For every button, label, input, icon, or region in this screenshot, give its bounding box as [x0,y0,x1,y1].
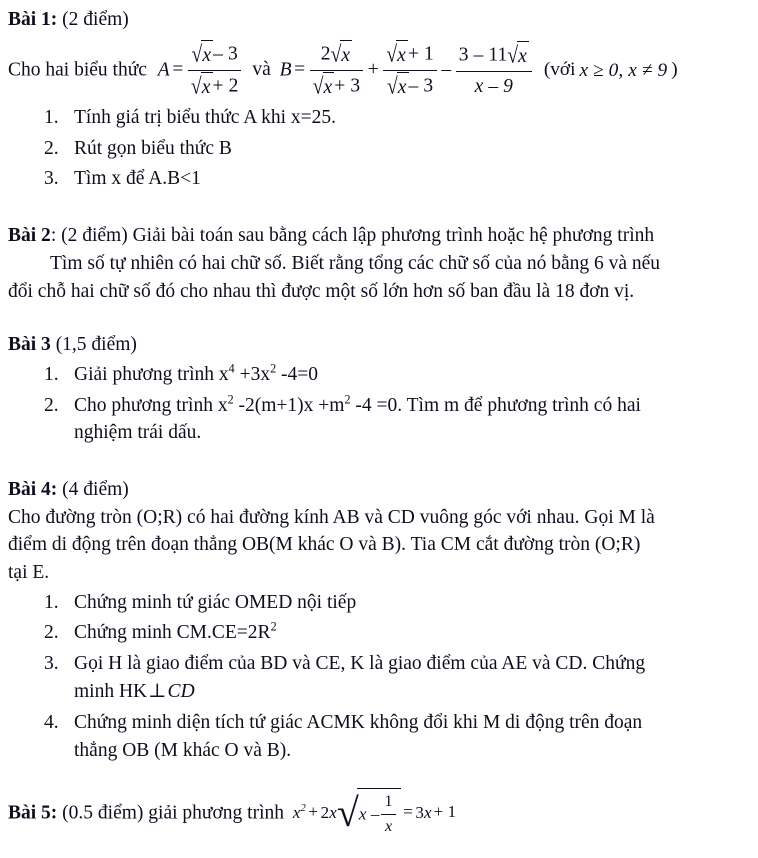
conjunction-va: và [252,59,271,81]
A-numerator [188,40,242,71]
bai-1-item-list [8,104,750,193]
bai-5-points: (0.5 điểm) [62,801,144,823]
B-t1-denominator: √x + 3 [310,70,364,102]
spacer [8,196,750,222]
bai-4-item-3-line2-pre: minh HK [74,680,148,702]
bai-1-item-2: Rút gọn biểu thức B [74,137,232,159]
bai-2-heading [8,222,750,250]
bai-3-item-2-mid: -2(m+1)x +m [233,394,345,416]
bai-4-item-4-line2: thẳng OB (M khác O và B). [74,739,292,761]
list-item [8,650,750,706]
spacer [8,768,750,788]
bai-5-heading-rest: giải phương trình [148,801,284,823]
bai-4-heading [8,476,750,504]
bai-2-body-line-1: Tìm số tự nhiên có hai chữ số. Biết rằng tổng các chữ số của nó bằng 6 và nếu [50,252,661,274]
bai-3-item-2-post: -4 =0. Tìm m để phương trình có hai [350,394,641,416]
bai-1-item-3: Tìm x để A.B<1 [74,168,201,190]
segment-cd-math: CD [167,681,195,703]
bai-4-body-line-1: Cho đường tròn (O;R) có hai đường kính AB và CD vuông góc với nhau. Gọi M là [8,506,655,528]
B-t3-denominator: x – 9 [456,71,532,101]
bai-1-label: Bài 1: [8,9,58,30]
bai-1-condition: (với x ≥ 0, x ≠ 9 ) [544,59,678,80]
bai-3-item-1-mid: +3x [234,363,271,385]
condition-math: x ≥ 0, x ≠ 9 [579,60,668,82]
sqrt-x-icon: √x [507,41,529,71]
exponent: 2 [227,392,234,407]
bai-3-item-1-post: -4=0 [276,363,319,385]
list-item [8,104,750,132]
bai-4-item-3-pre: Gọi H là giao điểm của BD và CE, K là giao điểm của AE và CD. Chứng [74,653,646,675]
list-item [8,709,750,764]
sqrt-x-icon: √x [386,40,408,70]
A-num-tail: – 3 [213,43,238,64]
bai-2-heading-rest: Giải bài toán sau bằng cách lập phương trình hoặc hệ phương trình [132,225,655,247]
A-fraction [186,40,244,102]
exponent: 4 [228,361,235,376]
bai-4-label: Bài 4: [8,478,58,500]
expression-B: B = $\frac{2√x}{√x + 3}$ + $\frac{√x + 1}{√x - 3}$ – $\frac{3 - 11√x}{x - 9}$ [280,40,534,102]
B-symbol: B [279,59,292,81]
bai-1-expression-line [8,40,750,102]
bai-4-item-1: Chứng minh tứ giác OMED nội tiếp [74,591,357,613]
B-t3-numerator: 3 – 11√x [456,41,532,72]
problem-bai-3 [8,331,750,447]
problem-bai-5 [8,788,750,840]
sqrt-icon: √x – $\frac{1}{x}$ [337,788,401,840]
bai-3-label: Bài 3 [8,334,51,356]
list-item [8,165,750,193]
bai-4-item-2-pre: Chứng minh CM.CE=2R [74,622,271,644]
sqrt-x-icon: √x [387,72,409,102]
bai-2-points: (2 điểm) [61,225,128,247]
B-t2-numerator: √x + 1 [383,40,437,71]
A-denominator [188,70,242,102]
bai-4-body-line-2: điểm di động trên đoạn thẳng OB(M khác O và B). Tia CM cắt đường tròn (O;R) [8,534,641,556]
sqrt-x-icon: √x [191,72,213,102]
spacer [8,450,750,476]
bai-1-heading [8,6,750,34]
rad-lead: x – [358,803,380,823]
exponent: 2 [300,802,306,814]
exponent: 2 [270,619,277,634]
list-item [8,589,750,617]
bai-4-item-3-line2 [74,678,750,706]
exponent: 2 [344,392,351,407]
sqrt-x-icon: √x [313,72,335,102]
bai-1-points: (2 điểm) [62,9,129,30]
bai-2-colon: : [50,225,57,247]
B-t2-denominator: √x – 3 [383,70,437,102]
B-term-2 [381,40,439,102]
problem-bai-4 [8,476,750,765]
bai-3-heading [8,331,750,359]
B-t1-numerator: 2√x [310,40,364,71]
bai-1-item-1: Tính giá trị biểu thức A khi x=25. [74,107,337,129]
spacer [8,305,750,331]
bai-3-item-2-pre: Cho phương trình x [74,394,228,416]
perpendicular-icon: ⊥ [148,680,167,702]
bai-2-label: Bài 2 [8,225,51,247]
bai-3-item-1-pre: Giải phương trình x [74,363,229,385]
sqrt-x-icon: √x [331,40,353,70]
bai-4-points: (4 điểm) [62,478,129,500]
sqrt-x-icon: √x [192,40,214,70]
expression-A: A = $\frac{√x - 3}{√x + 2}$ [158,40,244,102]
list-item [8,135,750,163]
list-item [8,361,750,389]
A-den-tail: + 2 [212,75,239,97]
B-term-3 [454,41,534,101]
problem-bai-2 [8,222,750,305]
list-item [8,619,750,647]
bai-5-equation: $x^2 + 2x√x$ – $\frac{1}{x}$ = 3x + 1 [289,788,456,840]
list-item [8,392,750,447]
bai-2-body-line-2: đổi chỗ hai chữ số đó cho nhau thì được một số lớn hơn số ban đầu là 18 đơn vị. [8,280,635,302]
B-term-1 [308,40,366,102]
A-symbol: A [157,59,170,81]
one-over-x-fraction: $\frac{1}{x}$ [379,791,397,840]
bai-4-item-4-pre: Chứng minh diện tích tứ giác ACMK không đổi khi M di động trên đoạn [74,712,643,734]
bai-3-item-list [8,361,750,447]
bai-3-points: (1,5 điểm) [55,334,137,356]
bai-1-intro: Cho hai biểu thức [8,59,147,81]
bai-3-item-2-line2: nghiệm trái dấu. [74,422,202,444]
problem-bai-1 [8,6,750,193]
exponent: 2 [270,361,277,376]
bai-5-label: Bài 5: [8,801,58,823]
bai-4-body-line-3: tại E. [8,562,50,583]
bai-4-item-list [8,589,750,765]
bai-5-heading [8,788,750,840]
